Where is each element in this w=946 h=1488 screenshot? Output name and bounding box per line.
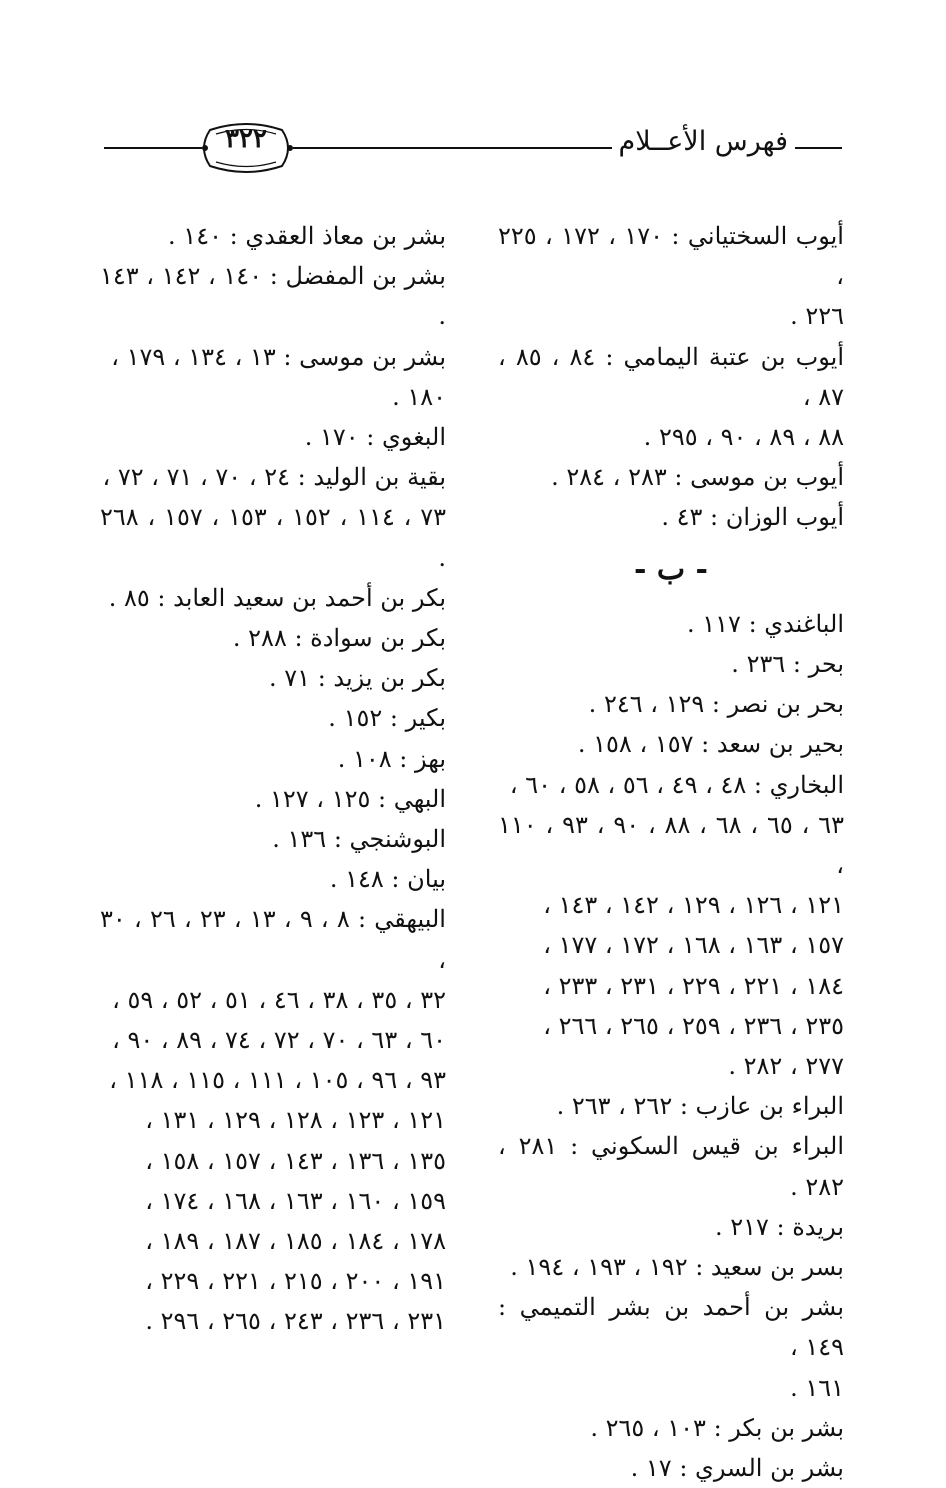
index-entry-line: البهي : ١٢٥ ، ١٢٧ . (254, 784, 446, 813)
index-entry-line: بحر : ٢٣٦ . (731, 650, 844, 679)
index-entry-line: بهز : ١٠٨ . (337, 744, 446, 773)
index-entry-line: أيوب بن موسى : ٢٨٣ ، ٢٨٤ . (551, 463, 844, 492)
index-column-left (100, 216, 446, 1342)
index-entry-line: بيان : ١٤٨ . (329, 865, 446, 894)
index-entry-line: ٣٢ ، ٣٥ ، ٣٨ ، ٤٦ ، ٥١ ، ٥٢ ، ٥٩ ، (112, 985, 446, 1014)
index-entry-line: أيوب الوزان : ٤٣ . (661, 503, 844, 532)
page-title: فهرس الأعــلام (618, 126, 788, 157)
index-entry-line: بقية بن الوليد : ٢٤ ، ٧٠ ، ٧١ ، ٧٢ ، (102, 463, 446, 492)
index-entry-line: بكير : ١٥٢ . (328, 704, 446, 733)
index-entry-line: ٦٣ ، ٦٥ ، ٦٨ ، ٨٨ ، ٩٠ ، ٩٣ ، ١١٠ ، (498, 810, 844, 880)
index-entry-line: بشر بن معاذ العقدي : ١٤٠ . (168, 222, 446, 250)
index-entry-line: ١٣٥ ، ١٣٦ ، ١٤٣ ، ١٥٧ ، ١٥٨ ، (145, 1146, 446, 1175)
index-entry-line: بكر بن يزيد : ٧١ . (269, 664, 446, 693)
index-entry-line: ١٥٩ ، ١٦٠ ، ١٦٣ ، ١٦٨ ، ١٧٤ ، (145, 1186, 446, 1215)
index-entry-line: ١٢١ ، ١٢٣ ، ١٢٨ ، ١٢٩ ، ١٣١ ، (145, 1106, 446, 1135)
index-entry-line: ٢٢٦ . (790, 302, 844, 331)
index-entry-line: أيوب بن عتبة اليمامي : ٨٤ ، ٨٥ ، ٨٧ ، (498, 342, 844, 411)
index-entry-line: ١٦١ . (790, 1373, 844, 1402)
index-column-right (498, 216, 844, 1488)
index-entry-line: بشر بن بكر : ١٠٣ ، ٢٦٥ . (590, 1413, 844, 1442)
index-entry-line: بحر بن نصر : ١٢٩ ، ٢٤٦ . (588, 690, 844, 719)
index-entry-line: ٨٨ ، ٨٩ ، ٩٠ ، ٢٩٥ . (643, 423, 844, 452)
index-entry-line: البراء بن عازب : ٢٦٢ ، ٢٦٣ . (556, 1092, 844, 1121)
index-entry-line: بشر بن موسى : ١٣ ، ١٣٤ ، ١٧٩ ، (111, 342, 446, 371)
section-heading: - ب - (633, 551, 709, 587)
index-entry-line: ٧٣ ، ١١٤ ، ١٥٢ ، ١٥٣ ، ١٥٧ ، ٢٦٨ . (100, 503, 447, 572)
index-entry-line: ٢٣٥ ، ٢٣٦ ، ٢٥٩ ، ٢٦٥ ، ٢٦٦ ، (543, 1011, 844, 1040)
page-number: ٣٢٢ (225, 124, 267, 154)
index-entry-line: بحير بن سعد : ١٥٧ ، ١٥٨ . (577, 730, 844, 759)
index-entry-line: البيهقي : ٨ ، ٩ ، ١٣ ، ٢٣ ، ٢٦ ، ٣٠ ، (100, 905, 446, 974)
index-entry-line: بسر بن سعيد : ١٩٢ ، ١٩٣ ، ١٩٤ . (510, 1253, 844, 1282)
index-entry-line: ١٧٨ ، ١٨٤ ، ١٨٥ ، ١٨٧ ، ١٨٩ ، (145, 1227, 446, 1256)
index-entry-line: الباغندي : ١١٧ . (687, 609, 844, 638)
index-entry-line: البخاري : ٤٨ ، ٤٩ ، ٥٦ ، ٥٨ ، ٦٠ ، (509, 770, 844, 799)
index-entry-line: ٩٣ ، ٩٦ ، ١٠٥ ، ١١١ ، ١١٥ ، ١١٨ ، (109, 1066, 446, 1095)
index-entry-line: بريدة : ٢١٧ . (714, 1212, 844, 1241)
index-entry-line: أيوب السختياني : ١٧٠ ، ١٧٢ ، ٢٢٥ ، (498, 222, 844, 291)
index-entry-line: ١٨٠ . (392, 382, 446, 411)
index-entry-line: ١٥٧ ، ١٦٣ ، ١٦٨ ، ١٧٢ ، ١٧٧ ، (543, 931, 844, 960)
index-entry-line: ١٩١ ، ٢٠٠ ، ٢١٥ ، ٢٢١ ، ٢٢٩ ، (145, 1267, 446, 1296)
index-entry-line: البراء بن قيس السكوني : ٢٨١ ، ٢٨٢ . (498, 1132, 844, 1201)
index-entry-line: بكر بن سوادة : ٢٨٨ . (232, 624, 446, 653)
index-entry-line: ١٨٤ ، ٢٢١ ، ٢٢٩ ، ٢٣١ ، ٢٣٣ ، (543, 971, 844, 1000)
index-entry-line: بشر بن السري : ١٧ . (630, 1454, 844, 1483)
index-entry-line: البوشنجي : ١٣٦ . (272, 825, 446, 854)
index-entry-line: ٢٣١ ، ٢٣٦ ، ٢٤٣ ، ٢٦٥ ، ٢٩٦ . (145, 1307, 446, 1336)
index-entry-line: بشر بن أحمد بن بشر التميمي : ١٤٩ ، (498, 1293, 844, 1362)
index-entry-line: بشر بن المفضل : ١٤٠ ، ١٤٢ ، ١٤٣ . (100, 262, 446, 331)
index-entry-line: البغوي : ١٧٠ . (304, 423, 446, 452)
index-entry-line: ١٢١ ، ١٢٦ ، ١٢٩ ، ١٤٢ ، ١٤٣ ، (543, 891, 844, 920)
page-header (0, 0, 946, 180)
index-entry-line: ٢٧٧ ، ٢٨٢ . (728, 1052, 844, 1081)
index-entry-line: بكر بن أحمد بن سعيد العابد : ٨٥ . (108, 583, 446, 612)
index-entry-line: ٦٠ ، ٦٣ ، ٧٠ ، ٧٢ ، ٧٤ ، ٨٩ ، ٩٠ ، (112, 1026, 446, 1055)
header-rule (0, 0, 946, 180)
